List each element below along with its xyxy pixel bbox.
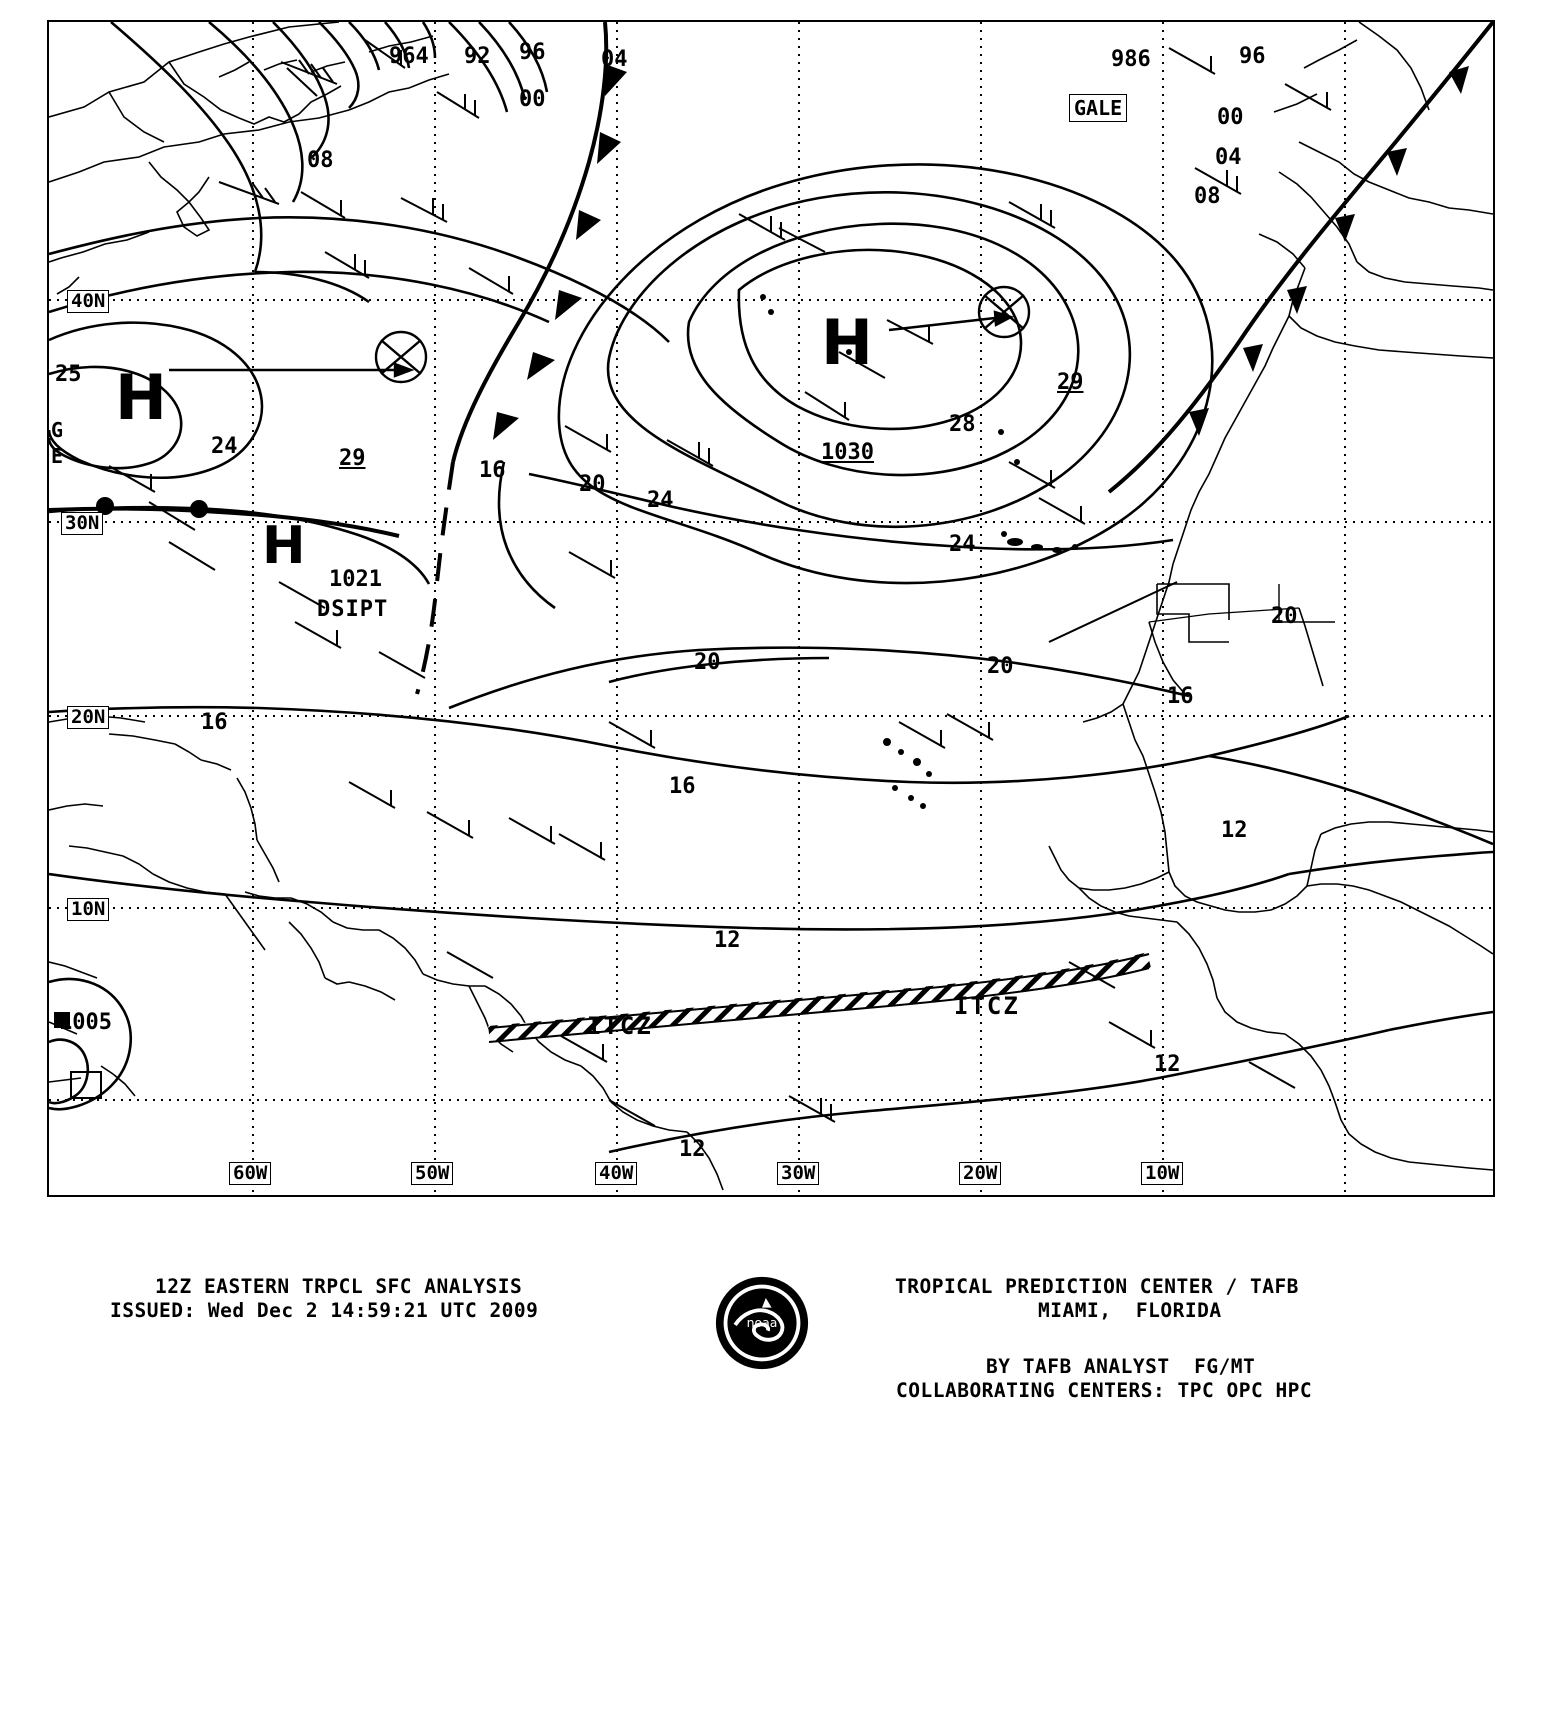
isobar-label: 24 [647,488,674,513]
itcz-label: ITCZ [954,992,1020,1020]
isobar-label: 20 [694,650,721,675]
isobar-label: 08 [1194,184,1221,209]
lon-label-20w: 20W [959,1162,1001,1185]
isobar-label: 16 [479,458,506,483]
isobar-label: 00 [519,87,546,112]
isobar-label: 24 [949,532,976,557]
footer-analyst: BY TAFB ANALYST FG/MT [986,1355,1256,1378]
pressure-value: 1030 [821,440,874,465]
isobar-label: 28 [949,412,976,437]
noaa-logo-text: noaa [746,1314,778,1330]
edge-label-g: G [51,418,64,442]
isobar-label: 29 [339,446,366,471]
surface-analysis-map[interactable] [47,20,1495,1197]
high-pressure-symbol: H [821,306,873,379]
lat-label-40n: 40N [67,290,109,313]
high-pressure-symbol: H [262,516,306,576]
isobar-label: 00 [1217,105,1244,130]
isobar-label: 20 [987,654,1014,679]
footer-center-name: TROPICAL PREDICTION CENTER / TAFB [895,1275,1299,1298]
lon-label-10w: 10W [1141,1162,1183,1185]
isobar-label: 04 [601,47,628,72]
edge-label-e: E [51,444,64,468]
isobar-label: 96 [1239,44,1266,69]
isobar-label: 29 [1057,370,1084,395]
noaa-logo-icon [714,1275,810,1371]
isobar-label: 24 [211,434,238,459]
gale-warning-label: GALE [1069,94,1127,122]
isobar-label: 12 [714,928,741,953]
footer-center-location: MIAMI, FLORIDA [1038,1299,1222,1322]
isobar-label: 04 [1215,145,1242,170]
lon-label-50w: 50W [411,1162,453,1185]
high-pressure-symbol: H [115,361,167,434]
lon-label-30w: 30W [777,1162,819,1185]
lon-label-40w: 40W [595,1162,637,1185]
isobar-label: 20 [1271,604,1298,629]
isobar-label: 986 [1111,47,1151,72]
isobar-label: 92 [464,44,491,69]
isobar-label: 12 [1221,818,1248,843]
isobar-label: 964 [389,44,429,69]
footer-issued: ISSUED: Wed Dec 2 14:59:21 UTC 2009 [110,1299,539,1322]
dissipating-label: DSIPT [317,597,389,622]
footer-title: 12Z EASTERN TRPCL SFC ANALYSIS [155,1275,523,1298]
lon-label-60w: 60W [229,1162,271,1185]
isobar-label: 12 [679,1137,706,1162]
pressure-value: 1005 [59,1010,112,1035]
isobar-label: 12 [1154,1052,1181,1077]
itcz-label: ITCZ [587,1012,653,1040]
isobar-label: 96 [519,40,546,65]
lat-label-20n: 20N [67,706,109,729]
isobar-label: 16 [669,774,696,799]
footer-collaborating-centers: COLLABORATING CENTERS: TPC OPC HPC [896,1379,1313,1402]
isobar-label: 25 [55,362,82,387]
isobar-label: 16 [201,710,228,735]
isobar-label: 08 [307,148,334,173]
lat-label-30n: 30N [61,512,103,535]
pressure-value: 1021 [329,567,382,592]
lat-label-10n: 10N [67,898,109,921]
isobar-label: 16 [1167,684,1194,709]
isobar-label: 20 [579,472,606,497]
